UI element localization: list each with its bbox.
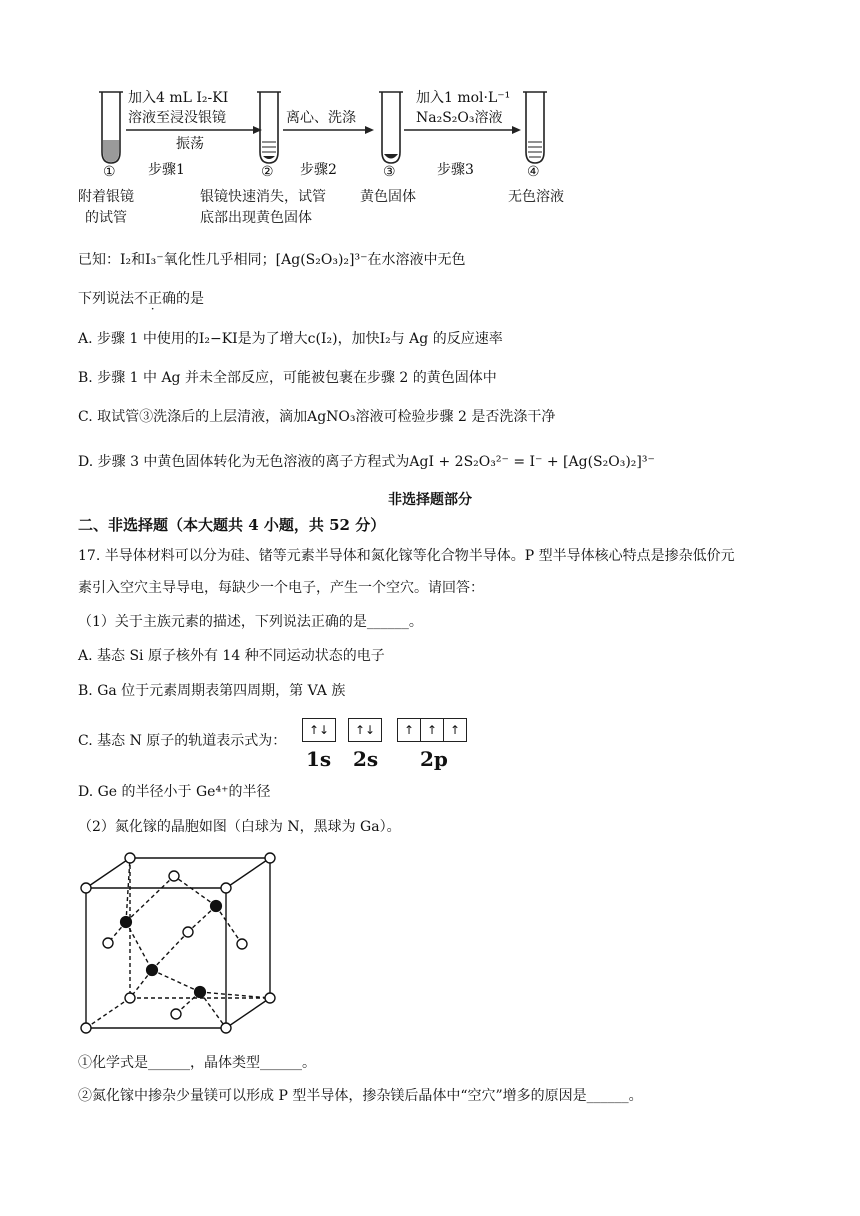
option-a: A. 步骤 1 中使用的I₂−KI是为了增大c(I₂)，加快I₂与 Ag 的反应速率 (78, 331, 503, 347)
step1-reagent-line1: 加入4 mL I₂-KI (128, 90, 229, 106)
q17-intro-line2: 素引入空穴主导导电，每缺少一个电子，产生一个空穴。请回答： (78, 580, 484, 596)
q17-option-c: C. 基态 N 原子的轨道表示式为： (78, 733, 287, 749)
q17-option-b: B. Ga 位于元素周期表第四周期，第 VA 族 (78, 683, 346, 699)
question-stem-post: 的是 (176, 291, 204, 307)
tube2-desc-line2: 底部出现黄色固体 (200, 210, 312, 226)
step3-reagent-line1: 加入1 mol·L⁻¹ (416, 90, 511, 106)
tube-number-1: ① (103, 164, 116, 180)
orbital-label-1s: 1s (306, 747, 332, 771)
question-stem-pre: 下列说法 (78, 291, 134, 307)
q17-blank1: ①化学式是______，晶体类型______。 (78, 1055, 316, 1071)
q17-blank2: ②氮化镓中掺杂少量镁可以形成 P 型半导体，掺杂镁后晶体中“空穴”增多的原因是______。 (78, 1088, 643, 1104)
tube-number-3: ③ (383, 164, 396, 180)
orbital-box-1s: ↑↓ (302, 718, 336, 742)
option-c: C. 取试管③洗涤后的上层清液，滴加AgNO₃溶液可检验步骤 2 是否洗涤干净 (78, 409, 556, 425)
q17-intro-line1: 17. 半导体材料可以分为硅、锗等元素半导体和氮化镓等化合物半导体。P 型半导体核心特点是掺杂低价元 (78, 548, 735, 564)
known-conditions: 已知：I₂和I₃⁻氧化性几乎相同；[Ag(S₂O₃)₂]³⁻在水溶液中无色 (78, 252, 466, 268)
step1-name: 步骤1 (148, 162, 185, 178)
tube1-desc-line2: 的试管 (85, 210, 127, 226)
tube-number-4: ④ (527, 164, 540, 180)
orbital-box-2s: ↑↓ (348, 718, 382, 742)
orbital-box-2p-1: ↑ (397, 718, 421, 742)
tube1-desc-line1: 附着银镜 (78, 189, 134, 205)
section-title: 非选择题部分 (388, 492, 472, 508)
question-stem-emphasis: 不正确 (134, 291, 176, 307)
tube-number-2: ② (261, 164, 274, 180)
step2-operation: 离心、洗涤 (286, 110, 356, 126)
orbital-label-2p: 2p (420, 747, 448, 771)
orbital-label-2s: 2s (353, 747, 379, 771)
tube3-desc: 黄色固体 (360, 189, 416, 205)
tube4-desc: 无色溶液 (508, 189, 564, 205)
step3-reagent-line2: Na₂S₂O₃溶液 (416, 110, 503, 126)
step2-name: 步骤2 (300, 162, 337, 178)
option-d: D. 步骤 3 中黄色固体转化为无色溶液的离子方程式为AgI + 2S₂O₃²⁻ = I⁻ + [Ag(S₂O₃)₂]³⁻ (78, 454, 655, 470)
q17-sub2: （2）氮化镓的晶胞如图（白球为 N，黑球为 Ga）。 (78, 819, 401, 835)
step3-name: 步骤3 (437, 162, 474, 178)
section-heading: 二、非选择题（本大题共 4 小题，共 52 分） (78, 516, 386, 534)
orbital-box-2p-2: ↑ (420, 718, 444, 742)
tube2-desc-line1: 银镜快速消失，试管 (200, 189, 326, 205)
q17-option-d: D. Ge 的半径小于 Ge⁴⁺的半径 (78, 784, 271, 800)
option-b: B. 步骤 1 中 Ag 并未全部反应，可能被包裹在步骤 2 的黄色固体中 (78, 370, 497, 386)
q17-option-a: A. 基态 Si 原子核外有 14 种不同运动状态的电子 (78, 648, 385, 664)
q17-sub1: （1）关于主族元素的描述，下列说法正确的是______。 (78, 614, 423, 630)
orbital-box-2p-3: ↑ (443, 718, 467, 742)
step1-reagent-line2: 溶液至浸没银镜 (128, 110, 226, 126)
step1-condition: 振荡 (176, 136, 204, 152)
